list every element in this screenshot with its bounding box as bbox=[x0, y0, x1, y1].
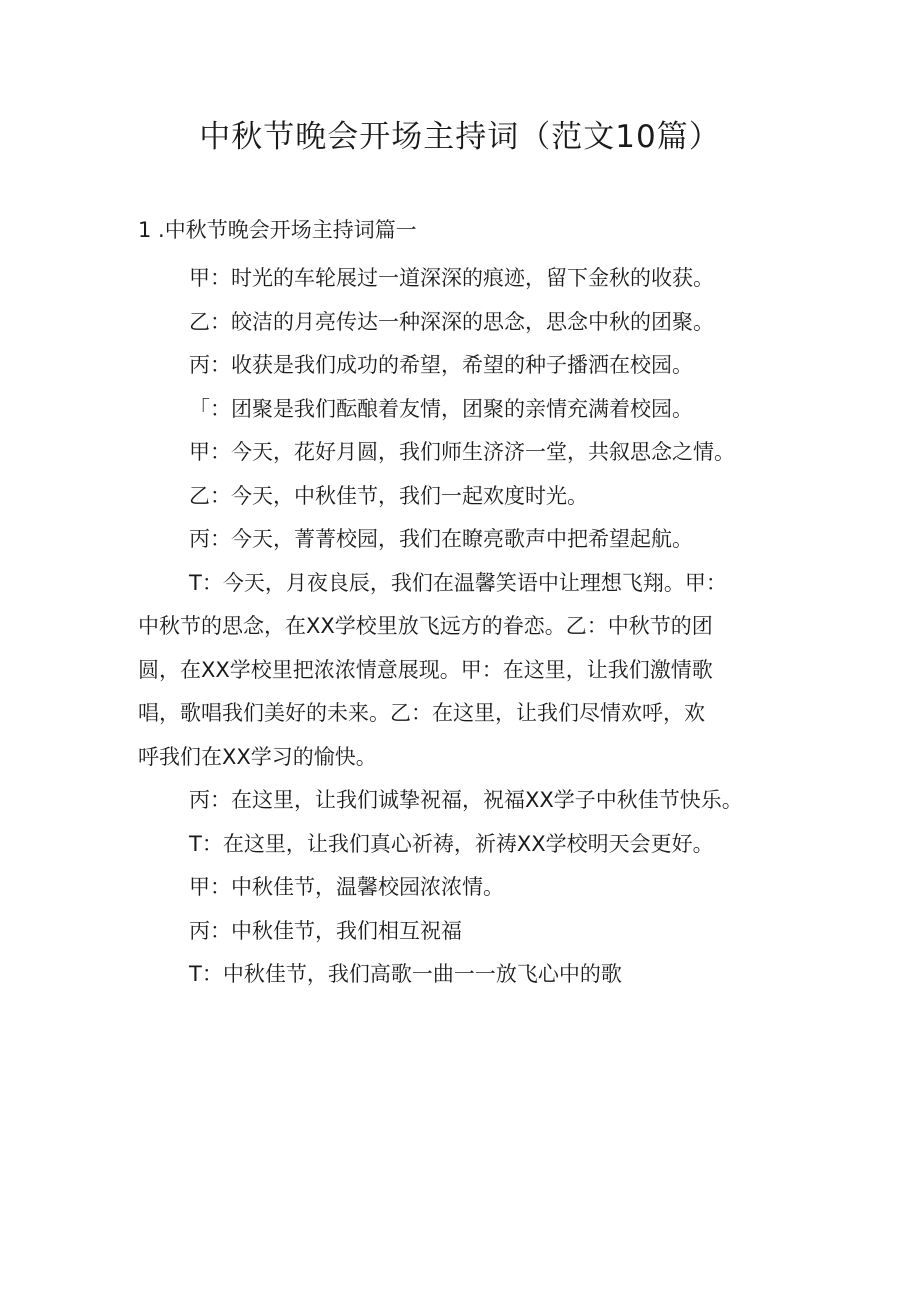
paragraph-line: 丙：今天，菁菁校园，我们在瞭亮歌声中把希望起航。 bbox=[189, 527, 693, 551]
paragraph-line: 呼我们在XX学习的愉快。 bbox=[138, 744, 377, 769]
paragraph-line: 中秋节的思念，在XX学校里放飞远方的眷恋。乙：中秋节的团 bbox=[138, 614, 713, 638]
paragraph-line: 「：团聚是我们酝酿着友情，团聚的亲情充满着校园。 bbox=[189, 396, 693, 421]
paragraph-line: 乙：皎洁的月亮传达一种深深的思念，思念中秋的团聚。 bbox=[189, 309, 714, 334]
document-title: 中秋节晚会开场主持词（范文10篇） bbox=[199, 119, 721, 155]
paragraph-line: 丙：在这里，让我们诚挚祝福，祝福XX学子中秋佳节快乐。 bbox=[189, 788, 743, 812]
paragraph-line: 甲：时光的车轮展过一道深深的痕迹，留下金秋的收获。 bbox=[189, 266, 714, 290]
paragraph-line: 丙：收获是我们成功的希望，希望的种子播洒在校园。 bbox=[189, 353, 693, 377]
document-body bbox=[138, 257, 798, 997]
paragraph-line: 丙：中秋佳节，我们相互祝福 bbox=[189, 918, 462, 943]
paragraph-line: 乙：今天，中秋佳节，我们一起欢度时光。 bbox=[189, 483, 588, 508]
paragraph-line: T：在这里，让我们真心祈祷，祈祷XX学校明天会更好。 bbox=[189, 831, 714, 856]
paragraph-line: 圆，在XX学校里把浓浓情意展现。甲：在这里，让我们激情歌 bbox=[138, 657, 713, 682]
paragraph-line: T：中秋佳节，我们高歌一曲一一放飞心中的歌 bbox=[189, 962, 622, 986]
section-heading: 1 .中秋节晚会开场主持词篇一 bbox=[138, 218, 417, 242]
paragraph-line: 甲：今天，花好月圆，我们师生济济一堂，共叙思念之情。 bbox=[189, 440, 735, 464]
paragraph-line: T：今天，月夜良辰，我们在温馨笑语中让理想飞翔。甲： bbox=[189, 570, 727, 595]
paragraph-line: 甲：中秋佳节，温馨校园浓浓情。 bbox=[189, 875, 504, 899]
paragraph-line: 唱，歌唱我们美好的未来。乙：在这里，让我们尽情欢呼，欢 bbox=[138, 701, 705, 725]
